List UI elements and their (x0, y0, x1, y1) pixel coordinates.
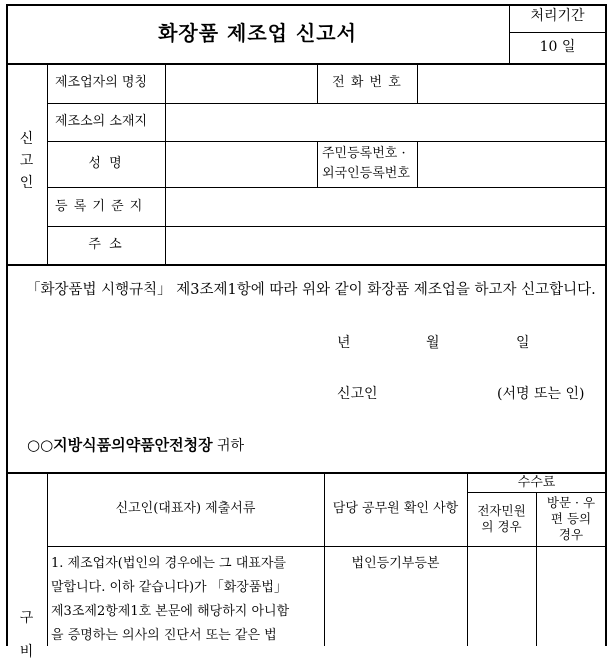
address-field[interactable] (166, 104, 605, 140)
recipient-name: ○○지방식품의약품안전청장 (27, 436, 213, 454)
phone-label: 전 화 번 호 (332, 75, 402, 90)
docs-section-label (6, 601, 47, 669)
declaration-text: 「화장품법 시행규칙」 제3조제1항에 따라 위와 같이 화장품 제조업을 하고자 신고합니다. (26, 282, 596, 298)
col-submit-header: 신고인(대표자) 제출서류 (115, 501, 256, 516)
fee-header-line (467, 492, 606, 493)
docs-header-bottom-line (47, 546, 606, 547)
date-month-label: 월 (426, 335, 440, 351)
row1-submit-line: 1. 제조업자(법인의 경우에는 그 대표자를 (51, 556, 286, 571)
registration-basis-field[interactable] (166, 188, 605, 225)
col-fee-visit-line: 경우 (558, 527, 584, 542)
residence-label: 주 소 (88, 237, 124, 252)
frame-right (605, 4, 607, 646)
frame-top (6, 4, 607, 6)
id-field[interactable] (418, 142, 605, 186)
applicant-section-char: 고 (19, 153, 34, 169)
business-name-field[interactable] (166, 65, 316, 102)
applicant-section-label (6, 128, 47, 194)
applicant-section-char: 신 (19, 131, 34, 147)
header-mid-line (509, 32, 606, 33)
row1-submit-line: 을 증명하는 의사의 진단서 또는 같은 법 (51, 628, 277, 643)
id-label-line2: 외국인등록번호 (322, 166, 410, 181)
applicant-sign-label: 신고인 (337, 386, 378, 402)
id-label-line1: 주민등록번호 · (322, 146, 406, 161)
row1-submit-docs (51, 552, 289, 648)
docs-section-char: 비 (19, 644, 34, 660)
date-day-label: 일 (516, 335, 530, 351)
col-official-header: 담당 공무원 확인 사항 (332, 501, 459, 516)
row1-official-check: 법인등기부등본 (351, 556, 440, 571)
registration-basis-label: 등 록 기 준 지 (55, 199, 144, 214)
col-fee-electronic-line: 의 경우 (481, 519, 522, 534)
col-fee-visit-line: 방문 · 우 (546, 495, 596, 510)
docs-section-char: 구 (19, 610, 34, 626)
applicant-section-char: 인 (19, 175, 34, 191)
applicant-bottom-line (6, 264, 607, 266)
id-label-left (317, 141, 318, 187)
col-fee-electronic (467, 503, 536, 535)
col-fee-visit-line: 편 등의 (550, 511, 592, 526)
residence-field[interactable] (166, 227, 605, 263)
date-year-label: 년 (337, 335, 351, 351)
docs-label-divider (47, 473, 48, 646)
docs-col-divider-2 (467, 473, 468, 646)
col-fee-electronic-line: 전자민원 (477, 503, 526, 518)
processing-period-value: 10 일 (539, 39, 576, 55)
processing-period-label: 처리기간 (530, 8, 585, 24)
recipient (27, 435, 244, 456)
frame-left (6, 4, 8, 646)
name-field[interactable] (166, 142, 316, 186)
row1-submit-line: 말합니다. 이하 같습니다)가 「화장품법」 (51, 580, 287, 595)
name-label: 성 명 (88, 156, 124, 171)
row1-submit-line: 제3조제2항제1호 본문에 해당하지 아니함 (51, 604, 290, 619)
signature-label: (서명 또는 인) (497, 386, 585, 402)
recipient-suffix: 귀하 (217, 438, 245, 454)
phone-field[interactable] (418, 65, 605, 102)
col-fee-visit (536, 495, 606, 543)
col-fee-header: 수수료 (517, 475, 556, 490)
business-name-label: 제조업자의 명칭 (55, 75, 148, 90)
address-label: 제조소의 소재지 (55, 114, 148, 129)
form-title: 화장품 제조업 신고서 (158, 21, 357, 45)
